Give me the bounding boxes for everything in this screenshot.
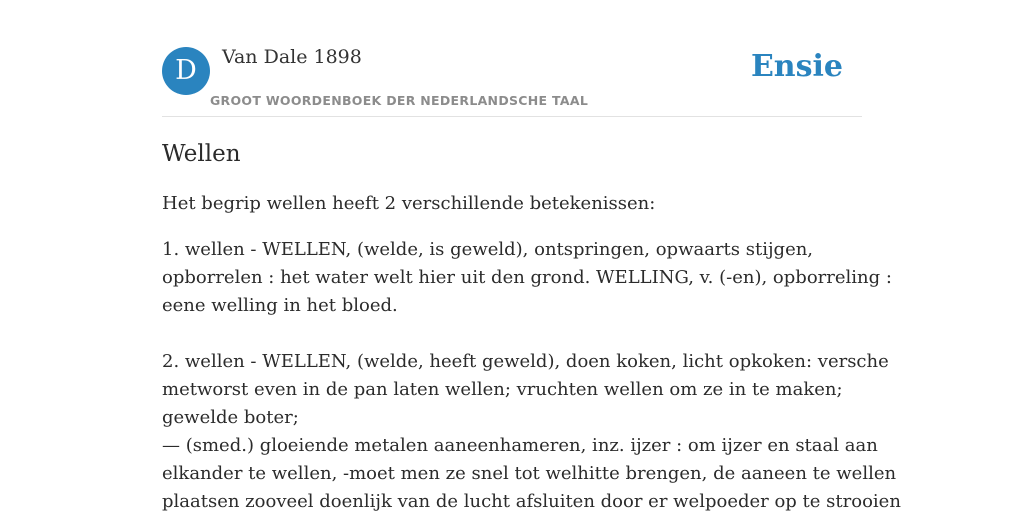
source-logo[interactable]: D — [162, 47, 210, 95]
article-content — [162, 138, 901, 512]
definition-2 — [162, 348, 901, 512]
source-subtitle: GROOT WOORDENBOEK DER NEDERLANDSCHE TAAL — [210, 93, 589, 108]
definition-line: elkander te wellen, -moet men ze snel tot welhitte brengen, de aaneen te wellen — [162, 463, 897, 484]
definition-line: opborrelen : het water welt hier uit den grond. WELLING, v. (-en), opborreling : — [162, 267, 892, 288]
definition-1 — [162, 236, 892, 320]
definition-line: plaatsen zooveel doenlijk van de lucht afsluiten door er welpoeder op te strooien — [162, 491, 901, 512]
intro-text: Het begrip wellen heeft 2 verschillende betekenissen: — [162, 193, 656, 214]
definition-line: gewelde boter; — [162, 407, 299, 428]
source-title[interactable]: Van Dale 1898 — [222, 46, 362, 68]
word-title: Wellen — [162, 141, 241, 167]
definition-line: metworst even in de pan laten wellen; vruchten wellen om ze in te maken; — [162, 379, 843, 400]
definition-line: — (smed.) gloeiende metalen aaneenhameren, inz. ijzer : om ijzer en staal aan — [162, 435, 878, 456]
definition-line: 2. wellen - WELLEN, (welde, heeft geweld), doen koken, licht opkoken: versche — [162, 351, 889, 372]
definition-line: eene welling in het bloed. — [162, 295, 398, 316]
ensie-logo-link[interactable]: Ensie — [750, 49, 843, 84]
definition-line: 1. wellen - WELLEN, (welde, is geweld), ontspringen, opwaarts stijgen, — [162, 239, 814, 260]
source-header — [162, 44, 862, 117]
